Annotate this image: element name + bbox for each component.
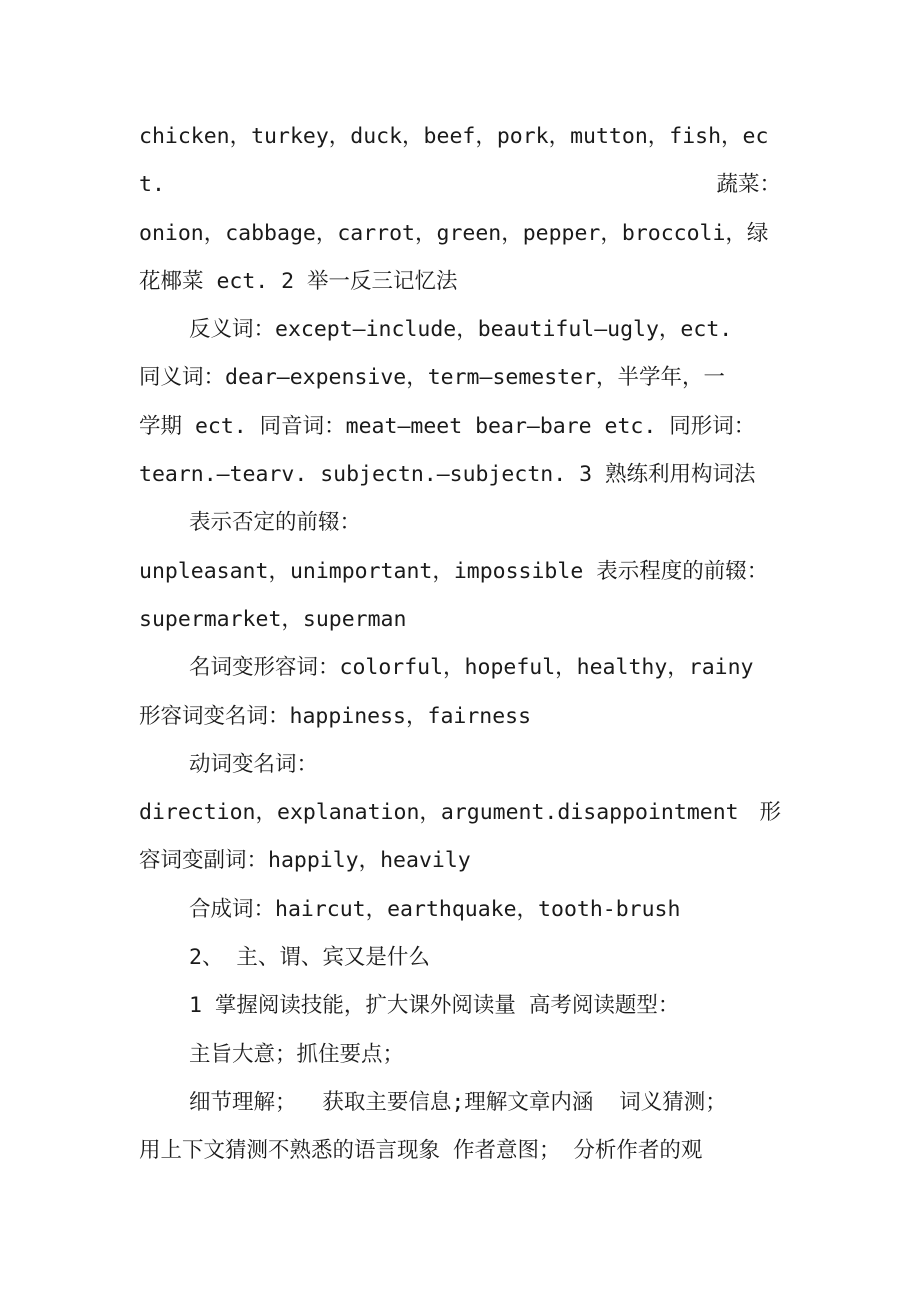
text-line: 2、 主、谓、宾又是什么 <box>189 945 430 971</box>
text-line: onion，cabbage，carrot，green，pepper，broccoli，绿 <box>139 220 769 246</box>
text-line: tearn.—tearv. subjectn.—subjectn. 3 熟练利用构词法 <box>139 462 756 488</box>
text-line: 名词变形容词：colorful，hopeful，healthy，rainy <box>189 655 754 681</box>
text-line: 主旨大意；抓住要点； <box>189 1041 405 1067</box>
text-line: 用上下文猜测不熟悉的语言现象 作者意图； 分析作者的观 <box>139 1138 703 1164</box>
text-fragment: direction，explanation，argument.disappointment <box>139 800 739 826</box>
text-line: supermarket，superman <box>139 606 407 632</box>
text-line <box>139 789 781 837</box>
text-fragment: 形 <box>759 800 781 826</box>
text-line: 容词变副词：happily，heavily <box>139 848 471 874</box>
text-line: 动词变名词： <box>189 751 319 777</box>
text-line: 1 掌握阅读技能，扩大课外阅读量 高考阅读题型： <box>189 993 680 1019</box>
text-line: 花椰菜 ect. 2 举一反三记忆法 <box>139 268 458 294</box>
document-body <box>139 113 781 1176</box>
text-line: 反义词：except—include，beautiful—ugly，ect. <box>189 317 733 343</box>
text-line: unpleasant，unimportant，impossible 表示程度的前辍： <box>139 558 769 584</box>
text-line: 细节理解； 获取主要信息;理解文章内涵 词义猜测； <box>189 1089 727 1115</box>
text-fragment: t. <box>139 172 165 198</box>
text-fragment: 蔬菜： <box>716 172 781 198</box>
text-line: chicken，turkey，duck，beef，pork，mutton，fish，ec <box>139 124 769 149</box>
text-line: 表示否定的前辍： <box>189 510 362 536</box>
text-line: 合成词：haircut，earthquake，tooth-brush <box>189 896 681 922</box>
text-line <box>139 161 781 209</box>
text-line: 同义词：dear—expensive，term—semester，半学年，一 <box>139 365 725 391</box>
text-line: 形容词变名词：happiness，fairness <box>139 703 532 729</box>
text-line: 学期 ect. 同音词：meat—meet bear—bare etc. 同形词： <box>139 413 756 439</box>
